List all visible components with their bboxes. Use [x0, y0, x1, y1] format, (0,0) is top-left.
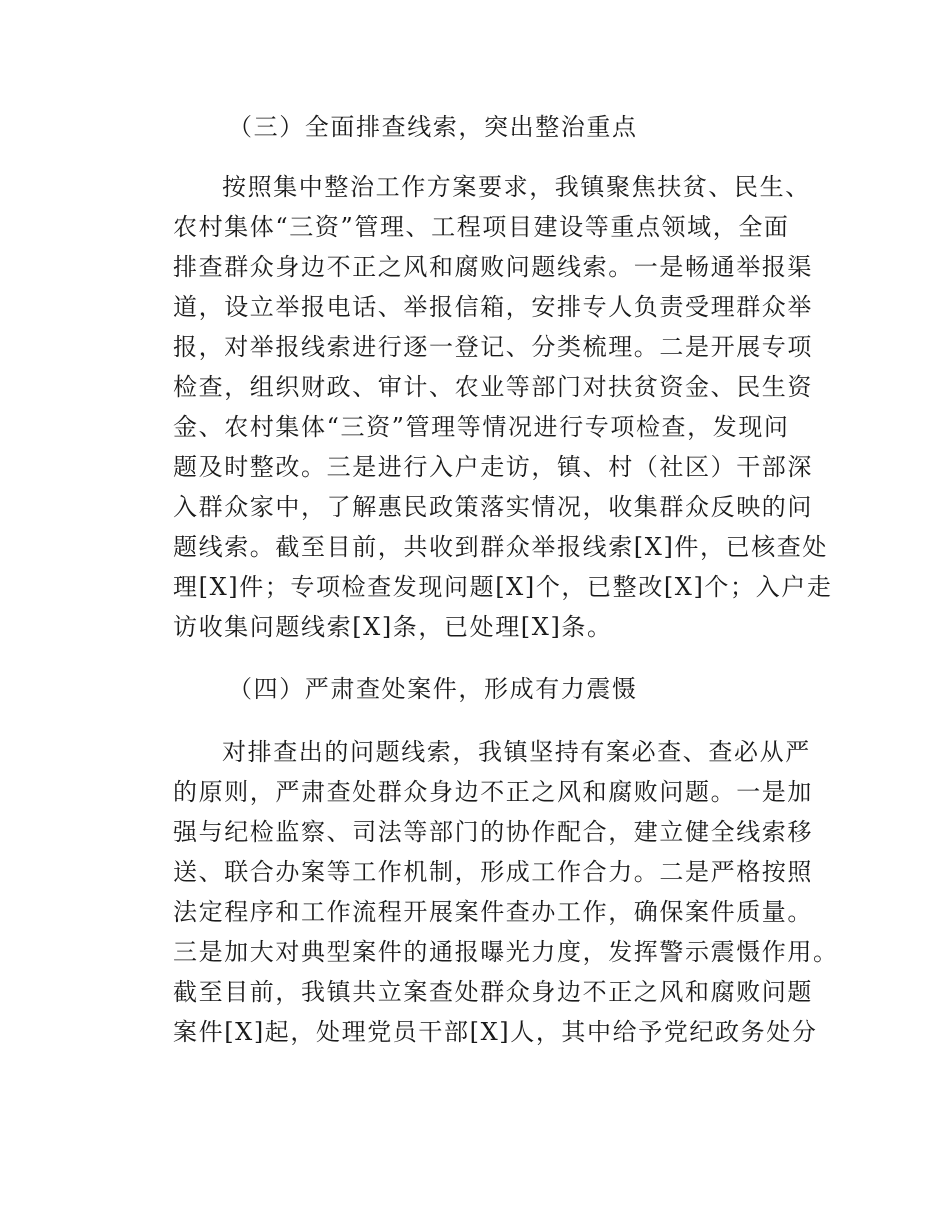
section-4-paragraph-line: 对排查出的问题线索，我镇坚持有案必查、查必从严	[222, 738, 811, 766]
section-3-paragraph-line: 排查群众身边不正之风和腐败问题线索。一是畅通举报渠	[173, 253, 813, 281]
section-4-paragraph-line: 三是加大对典型案件的通报曝光力度，发挥警示震慑作用。	[173, 938, 839, 966]
section-3-paragraph-line: 题线索。截至目前，共收到群众举报线索[X]件，已核查处	[173, 533, 829, 561]
section-4-paragraph-line: 强与纪检监察、司法等部门的协作配合，建立健全线索移	[173, 818, 813, 846]
section-3-paragraph-line: 道，设立举报电话、举报信箱，安排专人负责受理群众举	[173, 293, 813, 321]
section-3-paragraph-line: 报，对举报线索进行逐一登记、分类梳理。二是开展专项	[173, 333, 813, 361]
section-4-paragraph-line: 法定程序和工作流程开展案件查办工作，确保案件质量。	[173, 898, 813, 926]
section-4-paragraph-line: 送、联合办案等工作机制，形成工作合力。二是严格按照	[173, 858, 813, 886]
section-3-paragraph-line: 按照集中整治工作方案要求，我镇聚焦扶贫、民生、	[222, 173, 811, 201]
section-4-paragraph-line: 的原则，严肃查处群众身边不正之风和腐败问题。一是加	[173, 778, 813, 806]
section-3-paragraph-line: 金、农村集体“三资”管理等情况进行专项检查，发现问	[173, 413, 790, 441]
section-3-heading: （三）全面排查线索，突出整治重点	[228, 113, 638, 141]
section-3-paragraph-line: 访收集问题线索[X]条，已处理[X]条。	[173, 613, 613, 641]
section-3-paragraph-line: 农村集体“三资”管理、工程项目建设等重点领域，全面	[173, 213, 790, 241]
section-4-paragraph-line: 截至目前，我镇共立案查处群众身边不正之风和腐败问题	[173, 978, 813, 1006]
section-4-paragraph-line: 案件[X]起，处理党员干部[X]人，其中给予党纪政务处分	[173, 1018, 818, 1046]
section-3-paragraph-line: 入群众家中，了解惠民政策落实情况，收集群众反映的问	[173, 493, 813, 521]
section-3-paragraph-line: 理[X]件；专项检查发现问题[X]个，已整改[X]个；入户走	[173, 573, 833, 601]
section-4-heading: （四）严肃查处案件，形成有力震慑	[228, 675, 638, 703]
section-3-paragraph-line: 检查，组织财政、审计、农业等部门对扶贫资金、民生资	[173, 373, 813, 401]
section-3-paragraph-line: 题及时整改。三是进行入户走访，镇、村（社区）干部深	[173, 453, 813, 481]
